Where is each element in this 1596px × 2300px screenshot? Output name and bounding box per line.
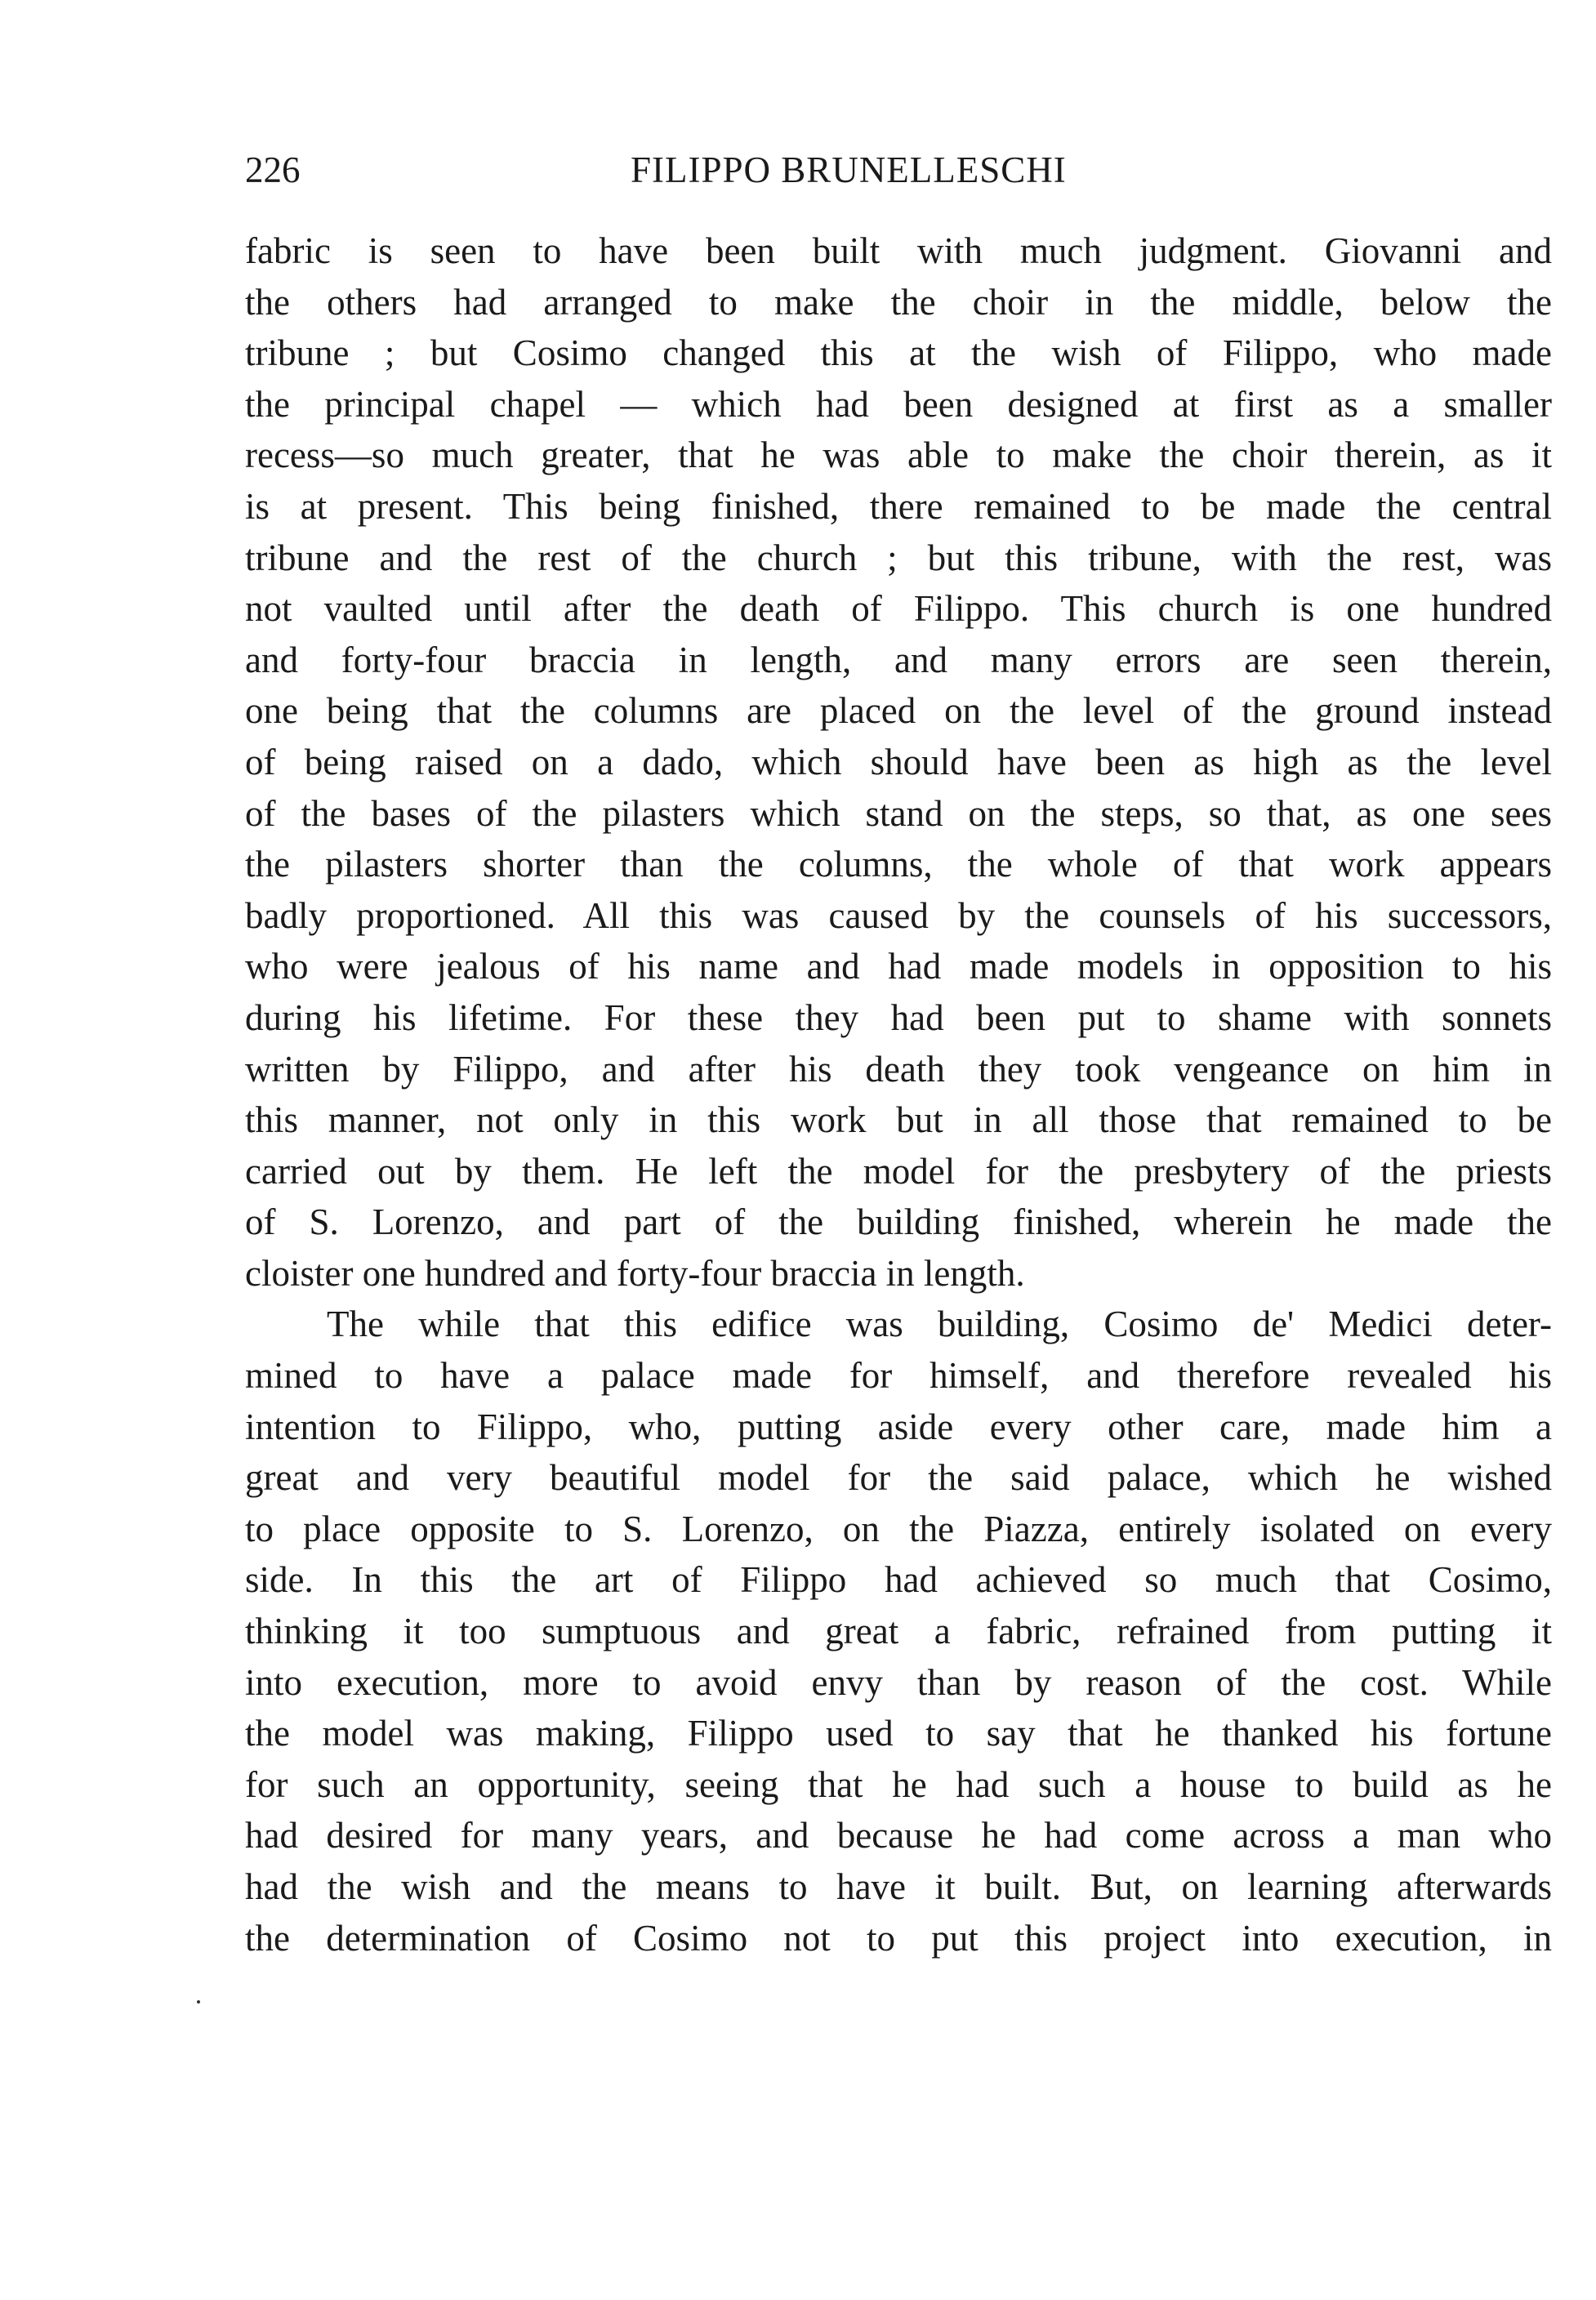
text-line: mined to have a palace made for himself, and therefore revealed his [245,1355,1552,1397]
text-line: The while that this edifice was building, Cosimo de' Medici deter- [327,1304,1552,1345]
text-line: badly proportioned. All this was caused by the counsels of his successors, [245,894,1552,936]
text-line: intention to Filippo, who, putting aside every other care, made him a [245,1406,1552,1447]
text-line: into execution, more to avoid envy than by reason of the cost. While [245,1661,1552,1703]
text-line: the pilasters shorter than the columns, the whole of that work appears [245,844,1552,885]
text-line: is at present. This being finished, there remained to be made the central [245,485,1552,527]
running-head [245,145,1552,194]
text-line: the principal chapel — which had been designed at first as a smaller [245,383,1552,425]
text-line: side. In this the art of Filippo had achieved so much that Cosimo, [245,1559,1552,1601]
text-line: cloister one hundred and forty-four braccia in length. [245,1252,1025,1294]
body-text [245,225,1552,1963]
paragraph-1 [245,225,1552,1299]
text-line: fabric is seen to have been built with much judgment. Giovanni and [245,230,1552,271]
text-line: one being that the columns are placed on the level of the ground instead [245,690,1552,732]
text-line: had the wish and the means to have it built. But, on learning afterwards [245,1866,1552,1907]
text-line: written by Filippo, and after his death they took vengeance on him in [245,1048,1552,1090]
text-line: tribune ; but Cosimo changed this at the wish of Filippo, who made [245,332,1552,374]
page-number: 226 [245,149,301,190]
text-line: for such an opportunity, seeing that he had such a house to build as he [245,1763,1552,1805]
paragraph-2 [245,1299,1552,1963]
text-line: recess—so much greater, that he was able to make the choir therein, as it [245,435,1552,476]
text-line: the others had arranged to make the choir in the middle, below the [245,281,1552,323]
text-line: the model was making, Filippo used to say that he thanked his fortune [245,1713,1552,1754]
text-line: carried out by them. He left the model for the presbytery of the priests [245,1150,1552,1192]
text-line: who were jealous of his name and had made models in opposition to his [245,946,1552,987]
text-line: the determination of Cosimo not to put this project into execution, in [245,1917,1552,1959]
text-line: of being raised on a dado, which should have been as high as the level [245,741,1552,782]
ink-speck [197,2000,200,2004]
text-line: during his lifetime. For these they had been put to shame with sonnets [245,996,1552,1038]
text-line: tribune and the rest of the church ; but this tribune, with the rest, was [245,537,1552,578]
text-line: had desired for many years, and because he had come across a man who [245,1815,1552,1856]
text-line: this manner, not only in this work but in all those that remained to be [245,1099,1552,1141]
text-line: not vaulted until after the death of Filippo. This church is one hundred [245,588,1552,630]
text-line: to place opposite to S. Lorenzo, on the Piazza, entirely isolated on every [245,1508,1552,1549]
text-line: and forty-four braccia in length, and many errors are seen therein, [245,639,1552,680]
text-line: thinking it too sumptuous and great a fabric, refrained from putting it [245,1611,1552,1652]
text-line: of S. Lorenzo, and part of the building finished, wherein he made the [245,1201,1552,1243]
text-line: of the bases of the pilasters which stand on the steps, so that, as one sees [245,792,1552,834]
text-line: great and very beautiful model for the said palace, which he wished [245,1457,1552,1499]
running-title: FILIPPO BRUNELLESCHI [631,149,1067,190]
